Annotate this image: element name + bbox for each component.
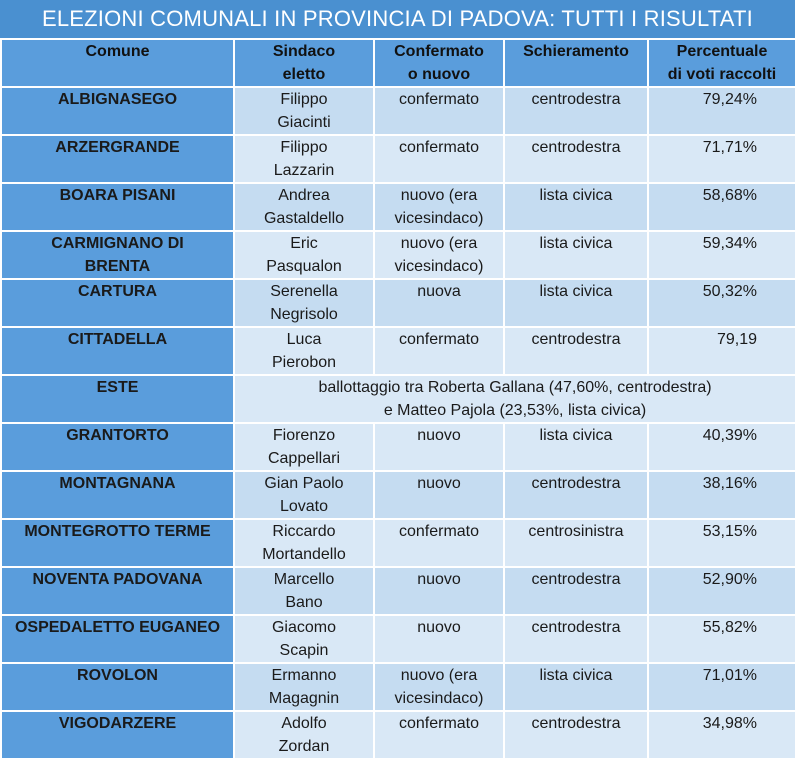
table-row — [1, 567, 795, 615]
comune-cell: BOARA PISANI — [1, 183, 234, 231]
percentuale-cell: 79,24% — [648, 87, 795, 135]
sindaco-cell: Giacomo Scapin — [234, 615, 374, 663]
schieramento-cell: centrodestra — [504, 567, 648, 615]
schieramento-cell: lista civica — [504, 231, 648, 279]
header-sindaco: Sindaco eletto — [234, 39, 374, 87]
schieramento-cell: centrodestra — [504, 87, 648, 135]
table-row — [1, 327, 795, 375]
sindaco-cell: Marcello Bano — [234, 567, 374, 615]
stato-cell: nuova — [374, 279, 504, 327]
comune-cell: CITTADELLA — [1, 327, 234, 375]
percentuale-cell: 50,32% — [648, 279, 795, 327]
stato-cell: confermato — [374, 327, 504, 375]
stato-cell: nuovo — [374, 567, 504, 615]
page-title: ELEZIONI COMUNALI IN PROVINCIA DI PADOVA: TUTTI I RISULTATI — [0, 0, 795, 38]
table-row — [1, 183, 795, 231]
schieramento-cell: lista civica — [504, 663, 648, 711]
schieramento-cell: centrodestra — [504, 471, 648, 519]
results-table — [0, 38, 795, 760]
schieramento-cell: centrosinistra — [504, 519, 648, 567]
stato-cell: confermato — [374, 87, 504, 135]
ballottaggio-note: ballottaggio tra Roberta Gallana (47,60%, centrodestra) e Matteo Pajola (23,53%, lista civica) — [234, 375, 795, 423]
schieramento-cell: centrodestra — [504, 711, 648, 759]
sindaco-cell: Andrea Gastaldello — [234, 183, 374, 231]
comune-cell: MONTEGROTTO TERME — [1, 519, 234, 567]
comune-cell: GRANTORTO — [1, 423, 234, 471]
stato-cell: nuovo — [374, 615, 504, 663]
table-row — [1, 711, 795, 759]
sindaco-cell: Riccardo Mortandello — [234, 519, 374, 567]
stato-cell: confermato — [374, 519, 504, 567]
sindaco-cell: Fiorenzo Cappellari — [234, 423, 374, 471]
table-row — [1, 231, 795, 279]
percentuale-cell: 59,34% — [648, 231, 795, 279]
stato-cell: nuovo (era vicesindaco) — [374, 231, 504, 279]
schieramento-cell: centrodestra — [504, 327, 648, 375]
stato-cell: nuovo — [374, 423, 504, 471]
comune-cell: CARTURA — [1, 279, 234, 327]
percentuale-cell: 55,82% — [648, 615, 795, 663]
table-body — [1, 87, 795, 759]
percentuale-cell: 79,19 — [648, 327, 795, 375]
schieramento-cell: lista civica — [504, 183, 648, 231]
comune-cell: NOVENTA PADOVANA — [1, 567, 234, 615]
comune-cell: ESTE — [1, 375, 234, 423]
percentuale-cell: 40,39% — [648, 423, 795, 471]
comune-cell: OSPEDALETTO EUGANEO — [1, 615, 234, 663]
header-confermato: Confermato o nuovo — [374, 39, 504, 87]
table-row — [1, 87, 795, 135]
stato-cell: nuovo (era vicesindaco) — [374, 663, 504, 711]
sindaco-cell: Filippo Lazzarin — [234, 135, 374, 183]
header-percentuale: Percentuale di voti raccolti — [648, 39, 795, 87]
table-row — [1, 471, 795, 519]
header-comune: Comune — [1, 39, 234, 87]
stato-cell: nuovo (era vicesindaco) — [374, 183, 504, 231]
percentuale-cell: 71,01% — [648, 663, 795, 711]
percentuale-cell: 38,16% — [648, 471, 795, 519]
schieramento-cell: centrodestra — [504, 615, 648, 663]
table-row — [1, 375, 795, 423]
comune-cell: MONTAGNANA — [1, 471, 234, 519]
stato-cell: confermato — [374, 711, 504, 759]
comune-cell: VIGODARZERE — [1, 711, 234, 759]
table-row — [1, 615, 795, 663]
percentuale-cell: 53,15% — [648, 519, 795, 567]
schieramento-cell: centrodestra — [504, 135, 648, 183]
table-row — [1, 663, 795, 711]
percentuale-cell: 34,98% — [648, 711, 795, 759]
comune-cell: ALBIGNASEGO — [1, 87, 234, 135]
percentuale-cell: 71,71% — [648, 135, 795, 183]
comune-cell: ROVOLON — [1, 663, 234, 711]
sindaco-cell: Eric Pasqualon — [234, 231, 374, 279]
table-row — [1, 519, 795, 567]
percentuale-cell: 52,90% — [648, 567, 795, 615]
stato-cell: nuovo — [374, 471, 504, 519]
schieramento-cell: lista civica — [504, 423, 648, 471]
sindaco-cell: Gian Paolo Lovato — [234, 471, 374, 519]
percentuale-cell: 58,68% — [648, 183, 795, 231]
sindaco-cell: Filippo Giacinti — [234, 87, 374, 135]
sindaco-cell: Serenella Negrisolo — [234, 279, 374, 327]
table-row — [1, 135, 795, 183]
sindaco-cell: Adolfo Zordan — [234, 711, 374, 759]
header-schieramento: Schieramento — [504, 39, 648, 87]
schieramento-cell: lista civica — [504, 279, 648, 327]
table-row — [1, 279, 795, 327]
header-row — [1, 39, 795, 87]
stato-cell: confermato — [374, 135, 504, 183]
comune-cell: CARMIGNANO DI BRENTA — [1, 231, 234, 279]
table-row — [1, 423, 795, 471]
sindaco-cell: Ermanno Magagnin — [234, 663, 374, 711]
comune-cell: ARZERGRANDE — [1, 135, 234, 183]
sindaco-cell: Luca Pierobon — [234, 327, 374, 375]
